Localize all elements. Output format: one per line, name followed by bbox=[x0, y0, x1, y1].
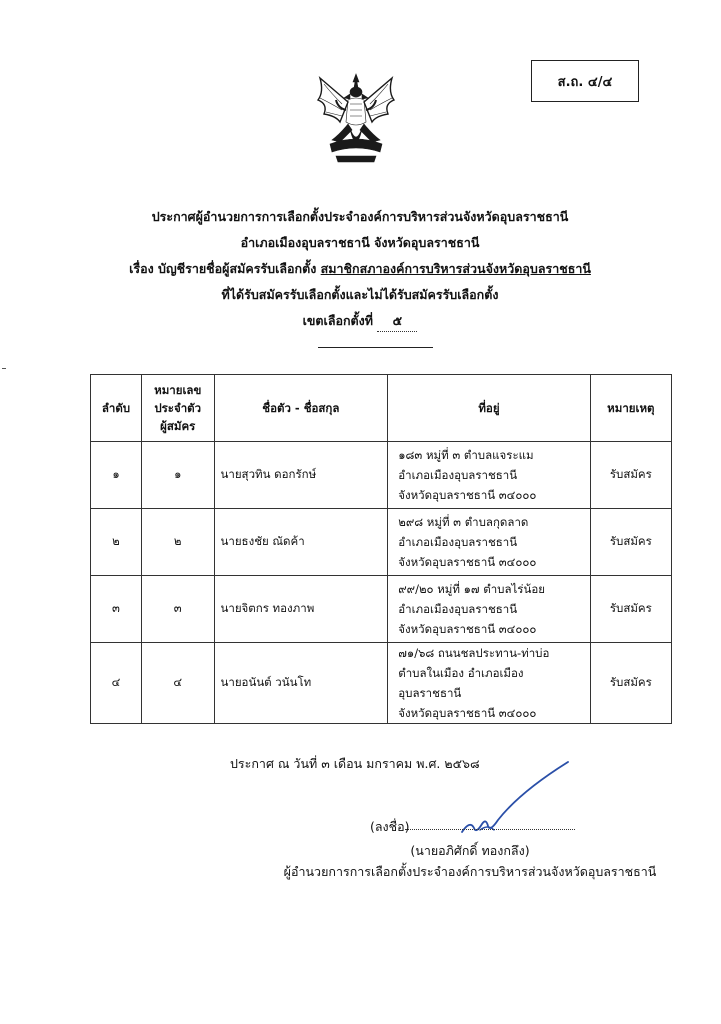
address-line: อำเภอเมืองอุบลราชธานี bbox=[398, 535, 518, 549]
address-line: จังหวัดอุบลราชธานี ๓๔๐๐๐ bbox=[398, 706, 537, 720]
row-address bbox=[388, 442, 590, 509]
table-row bbox=[91, 509, 672, 576]
table-row bbox=[91, 442, 672, 509]
announcement-date: ประกาศ ณ วันที่ ๓ เดือน มกราคม พ.ศ. ๒๕๖๘ bbox=[230, 756, 480, 771]
address-line: จังหวัดอุบลราชธานี ๓๔๐๐๐ bbox=[398, 622, 537, 636]
header-address: ที่อยู่ bbox=[388, 375, 590, 442]
signer-name: (นายอภิศักดิ์ ทองกลึง) bbox=[410, 843, 530, 858]
row-address bbox=[388, 643, 590, 724]
address-line: ๒๙๘ หมู่ที่ ๓ ตำบลกุดลาด bbox=[398, 515, 529, 529]
address-line: อำเภอเมืองอุบลราชธานี bbox=[398, 468, 518, 482]
row-number: ๔ bbox=[141, 643, 214, 724]
header-order: ลำดับ bbox=[91, 375, 142, 442]
form-code-box: ส.ถ. ๔/๔ bbox=[531, 60, 639, 102]
table-header-row bbox=[91, 375, 672, 442]
header-remark: หมายเหตุ bbox=[590, 375, 671, 442]
row-order: ๑ bbox=[91, 442, 142, 509]
announcement-title: ประกาศผู้อำนวยการการเลือกตั้งประจำองค์การบริหารส่วนจังหวัดอุบลราชธานี bbox=[151, 209, 569, 224]
subject-prefix: เรื่อง บัญชีรายชื่อผู้สมัครรับเลือกตั้ง bbox=[129, 261, 321, 276]
row-number: ๑ bbox=[141, 442, 214, 509]
row-remark: รับสมัคร bbox=[590, 509, 671, 576]
district-location: อำเภอเมืองอุบลราชธานี จังหวัดอุบลราชธานี bbox=[240, 235, 480, 250]
row-name: นายธงชัย ณัดค้า bbox=[214, 509, 388, 576]
row-remark: รับสมัคร bbox=[590, 643, 671, 724]
signature-label: (ลงชื่อ) bbox=[370, 819, 410, 834]
header-number-line2: ประจำตัว bbox=[154, 401, 202, 415]
district-number: ๕ bbox=[377, 311, 417, 332]
garuda-emblem-icon bbox=[310, 70, 402, 170]
row-order: ๔ bbox=[91, 643, 142, 724]
signer-position: ผู้อำนวยการการเลือกตั้งประจำองค์การบริหารส่วนจังหวัดอุบลราชธานี bbox=[283, 864, 657, 879]
row-name: นายจิตกร ทองภาพ bbox=[214, 576, 388, 643]
table-row bbox=[91, 643, 672, 724]
row-order: ๒ bbox=[91, 509, 142, 576]
table-row bbox=[91, 576, 672, 643]
row-remark: รับสมัคร bbox=[590, 442, 671, 509]
row-number: ๒ bbox=[141, 509, 214, 576]
candidate-table bbox=[90, 374, 672, 724]
header-name: ชื่อตัว - ชื่อสกุล bbox=[214, 375, 388, 442]
handwritten-signature bbox=[440, 758, 580, 838]
row-number: ๓ bbox=[141, 576, 214, 643]
row-address bbox=[388, 576, 590, 643]
address-line: จังหวัดอุบลราชธานี ๓๔๐๐๐ bbox=[398, 488, 537, 502]
address-line: จังหวัดอุบลราชธานี ๓๔๐๐๐ bbox=[398, 555, 537, 569]
scan-mark bbox=[2, 368, 6, 369]
subject-line bbox=[100, 259, 620, 279]
header-number-line3: ผู้สมัคร bbox=[160, 419, 196, 433]
address-line: ๙๙/๒๐ หมู่ที่ ๑๗ ตำบลไร่น้อย bbox=[398, 582, 545, 596]
address-line: ๗๑/๖๘ ถนนชลประทาน-ท่าบ่อ bbox=[398, 646, 550, 660]
district-label: เขตเลือกตั้งที่ bbox=[302, 313, 374, 328]
header-candidate-number bbox=[141, 375, 214, 442]
row-name: นายสุวทิน ดอกรักษ์ bbox=[214, 442, 388, 509]
subject-continuation: ที่ได้รับสมัครรับเลือกตั้งและไม่ได้รับสมัครรับเลือกตั้ง bbox=[221, 287, 499, 302]
signature-line bbox=[405, 829, 575, 830]
address-line: ๑๘๓ หมู่ที่ ๓ ตำบลแจระแม bbox=[398, 448, 534, 462]
row-name: นายอนันต์ วนันโท bbox=[214, 643, 388, 724]
row-address bbox=[388, 509, 590, 576]
header-divider bbox=[318, 347, 433, 348]
row-remark: รับสมัคร bbox=[590, 576, 671, 643]
electoral-district bbox=[100, 311, 620, 332]
address-line: อำเภอเมืองอุบลราชธานี bbox=[398, 602, 518, 616]
subject-underlined: สมาชิกสภาองค์การบริหารส่วนจังหวัดอุบลราชธานี bbox=[320, 261, 591, 276]
address-line: ตำบลในเมือง อำเภอเมืองอุบลราชธานี bbox=[398, 666, 524, 700]
header-number-line1: หมายเลข bbox=[154, 383, 202, 397]
row-order: ๓ bbox=[91, 576, 142, 643]
